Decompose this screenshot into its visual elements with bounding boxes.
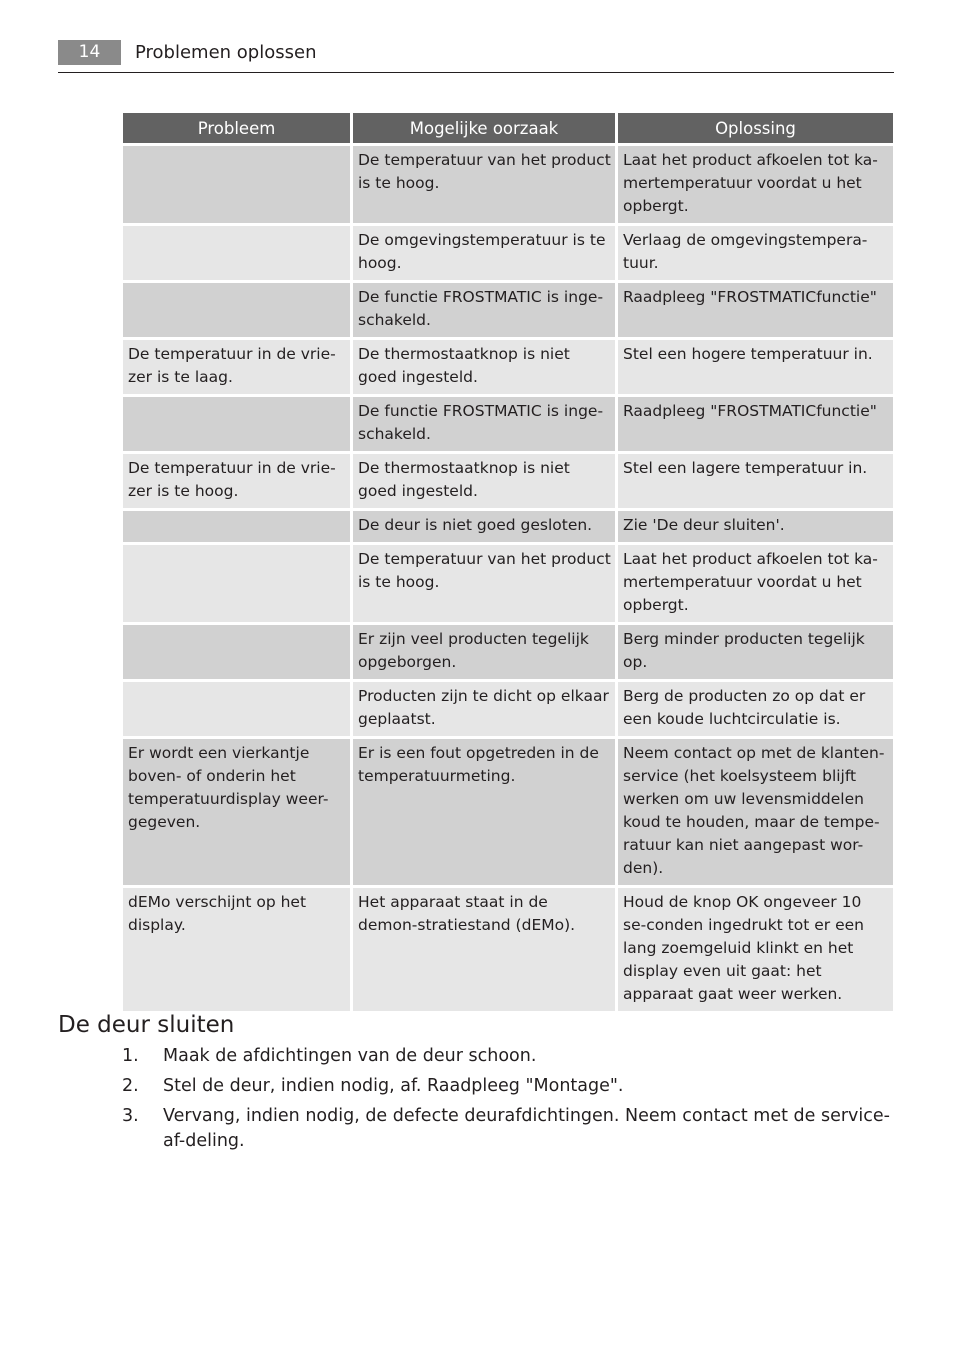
problem-cell [123, 226, 350, 280]
problem-cell [123, 511, 350, 542]
cause-cell: Er zijn veel producten tegelijk opgeborgen. [353, 625, 615, 679]
table-row [123, 454, 893, 508]
solution-cell: Laat het product afkoelen tot ka-mertemperatuur voordat u het opbergt. [618, 146, 893, 223]
problem-cell [123, 146, 350, 223]
column-header-solution: Oplossing [618, 113, 893, 143]
solution-cell: Berg de producten zo op dat er een koude luchtcirculatie is. [618, 682, 893, 736]
solution-cell: Berg minder producten tegelijk op. [618, 625, 893, 679]
cause-cell: Producten zijn te dicht op elkaar geplaatst. [353, 682, 615, 736]
step-number: 3. [122, 1106, 139, 1126]
problem-cell [123, 283, 350, 337]
cause-cell: De omgevingstemperatuur is te hoog. [353, 226, 615, 280]
table-header-row [123, 113, 893, 143]
problem-cell: De temperatuur in de vrie-zer is te laag. [123, 340, 350, 394]
page-header [58, 40, 894, 73]
list-item [120, 1104, 890, 1154]
step-number: 1. [122, 1046, 139, 1066]
problem-cell: Er wordt een vierkantje boven- of onderin het temperatuurdisplay weer-gegeven. [123, 739, 350, 885]
troubleshooting-table [120, 110, 896, 1014]
solution-cell: Houd de knop OK ongeveer 10 se-conden ingedrukt tot er een lang zoemgeluid klinkt en het display even uit gaat: het apparaat gaat weer werken. [618, 888, 893, 1011]
cause-cell: Het apparaat staat in de demon-stratiestand (dEMo). [353, 888, 615, 1011]
table-row [123, 625, 893, 679]
solution-cell: Raadpleeg "FROSTMATICfunctie" [618, 397, 893, 451]
list-item [120, 1044, 890, 1069]
column-header-cause: Mogelijke oorzaak [353, 113, 615, 143]
table-row [123, 739, 893, 885]
cause-cell: Er is een fout opgetreden in de temperatuurmeting. [353, 739, 615, 885]
cause-cell: De thermostaatknop is niet goed ingesteld. [353, 340, 615, 394]
table-row [123, 682, 893, 736]
cause-cell: De functie FROSTMATIC is inge-schakeld. [353, 283, 615, 337]
solution-cell: Verlaag de omgevingstempera-tuur. [618, 226, 893, 280]
problem-cell [123, 682, 350, 736]
step-text: Maak de afdichtingen van de deur schoon. [163, 1046, 537, 1066]
section-title: De deur sluiten [58, 1012, 235, 1038]
problem-cell [123, 545, 350, 622]
list-item [120, 1074, 890, 1099]
problem-cell: De temperatuur in de vrie-zer is te hoog. [123, 454, 350, 508]
cause-cell: De thermostaatknop is niet goed ingesteld. [353, 454, 615, 508]
cause-cell: De temperatuur van het product is te hoog. [353, 545, 615, 622]
table-row [123, 146, 893, 223]
table-row [123, 888, 893, 1011]
problem-cell: dEMo verschijnt op het display. [123, 888, 350, 1011]
table-row [123, 340, 893, 394]
solution-cell: Zie 'De deur sluiten'. [618, 511, 893, 542]
step-text: Stel de deur, indien nodig, af. Raadpleeg "Montage". [163, 1076, 624, 1096]
step-text: Vervang, indien nodig, de defecte deurafdichtingen. Neem contact met de service-af-deling. [163, 1106, 890, 1151]
solution-cell: Laat het product afkoelen tot ka-mertemperatuur voordat u het opbergt. [618, 545, 893, 622]
cause-cell: De temperatuur van het product is te hoog. [353, 146, 615, 223]
header-title: Problemen oplossen [135, 42, 317, 63]
solution-cell: Stel een lagere temperatuur in. [618, 454, 893, 508]
solution-cell: Raadpleeg "FROSTMATICfunctie" [618, 283, 893, 337]
table-row [123, 511, 893, 542]
problem-cell [123, 397, 350, 451]
table-row [123, 226, 893, 280]
page-number: 14 [58, 40, 121, 65]
step-number: 2. [122, 1076, 139, 1096]
column-header-problem: Probleem [123, 113, 350, 143]
steps-list [120, 1044, 890, 1159]
solution-cell: Neem contact op met de klanten-service (het koelsysteem blijft werken om uw levensmiddelen koud te houden, maar de tempe-ratuur kan niet aangepast wor-den). [618, 739, 893, 885]
table-row [123, 545, 893, 622]
solution-cell: Stel een hogere temperatuur in. [618, 340, 893, 394]
cause-cell: De deur is niet goed gesloten. [353, 511, 615, 542]
cause-cell: De functie FROSTMATIC is inge-schakeld. [353, 397, 615, 451]
table-row [123, 397, 893, 451]
problem-cell [123, 625, 350, 679]
table-row [123, 283, 893, 337]
